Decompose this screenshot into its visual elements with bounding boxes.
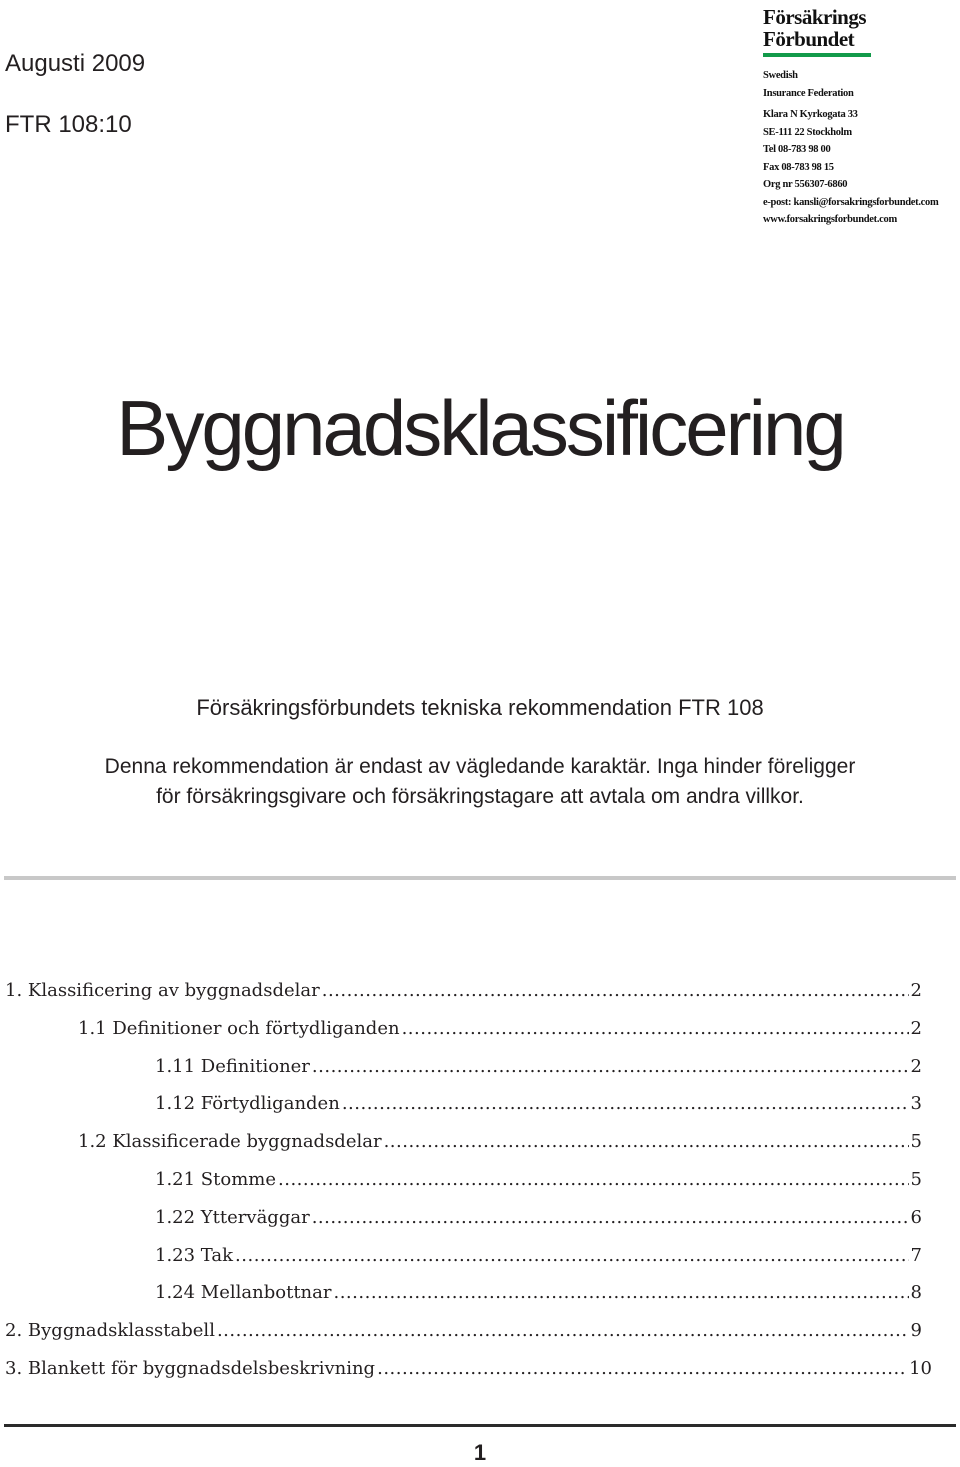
document-code: FTR 108:10 [5,111,132,138]
toc-entry-page: 5 [910,1131,922,1152]
organization-logo [763,6,955,229]
toc-entry-label: 1.23 Tak [155,1245,234,1266]
toc-entry-page: 9 [910,1320,922,1341]
toc-entry [155,1169,922,1195]
page-number: 1 [473,1440,487,1465]
toc-entry-page: 2 [910,980,922,1001]
toc-entry-page: 10 [909,1358,932,1379]
toc-entry [5,1320,922,1346]
toc-entry-label: 1.11 Definitioner [155,1056,310,1077]
logo-phone-line: Tel 08-783 98 00 [763,144,831,155]
toc-entry-page: 8 [910,1282,922,1303]
document-date: Augusti 2009 [5,50,146,77]
logo-org-line2: Insurance Federation [763,87,854,99]
logo-name-line2: Förbundet [763,27,855,51]
toc-entry [5,1358,932,1384]
logo-org-line1: Swedish [763,70,798,81]
toc-entry-label: 1.24 Mellanbottnar [155,1282,332,1303]
toc-entry-label: 1.12 Förtydliganden [155,1093,340,1114]
toc-entry-page: 6 [910,1207,922,1228]
toc-entry [155,1056,922,1082]
logo-address-line: SE-111 22 Stockholm [763,126,852,138]
subtitle: Försäkringsförbundets tekniska rekommendation FTR 108 [196,695,764,720]
toc-entry-label: 1. Klassificering av byggnadsdelar [5,980,320,1001]
toc-entry-label: 1.1 Definitioner och förtydliganden [78,1018,400,1039]
page-title: Byggnadsklassificering [116,384,844,472]
toc-entry-label: 3. Blankett för byggnadsdelsbeskrivning [5,1358,376,1379]
toc-entry [155,1093,922,1119]
toc-entry-page: 7 [910,1245,922,1266]
divider-bottom [4,1424,956,1427]
logo-address-line: Klara N Kyrkogata 33 [763,109,858,120]
toc-entry-label: 1.21 Stomme [155,1169,276,1190]
toc-entry [155,1245,922,1271]
logo-green-bar [763,53,871,57]
toc-entry-page: 2 [910,1018,922,1039]
toc-entry [155,1207,922,1233]
toc-entry-page: 2 [910,1056,922,1077]
logo-email-line: e-post: kansli@forsakringsforbundet.com [763,196,939,208]
toc-entry [78,1131,922,1157]
toc-entry-page: 3 [910,1093,922,1114]
divider-top [4,876,956,880]
toc-entry [5,980,922,1006]
toc-entry-label: 1.22 Ytterväggar [155,1207,310,1228]
logo-orgnr-line: Org nr 556307-6860 [763,179,848,190]
logo-name-line1: Försäkrings [763,5,867,29]
disclaimer-text: Denna rekommendation är endast av vägledande karaktär. Inga hinder föreligger för försäkringsgivare och försäkringstagare att avtala om andra villkor. [104,755,856,808]
toc-entry-page: 5 [910,1169,922,1190]
toc-entry-label: 1.2 Klassificerade byggnadsdelar [78,1131,382,1152]
toc-entry-label: 2. Byggnadsklasstabell [5,1320,215,1341]
toc-entry [155,1282,922,1308]
toc-entry [78,1018,922,1044]
logo-web-line: www.forsakringsforbundet.com [763,214,897,225]
logo-fax-line: Fax 08-783 98 15 [763,161,834,173]
